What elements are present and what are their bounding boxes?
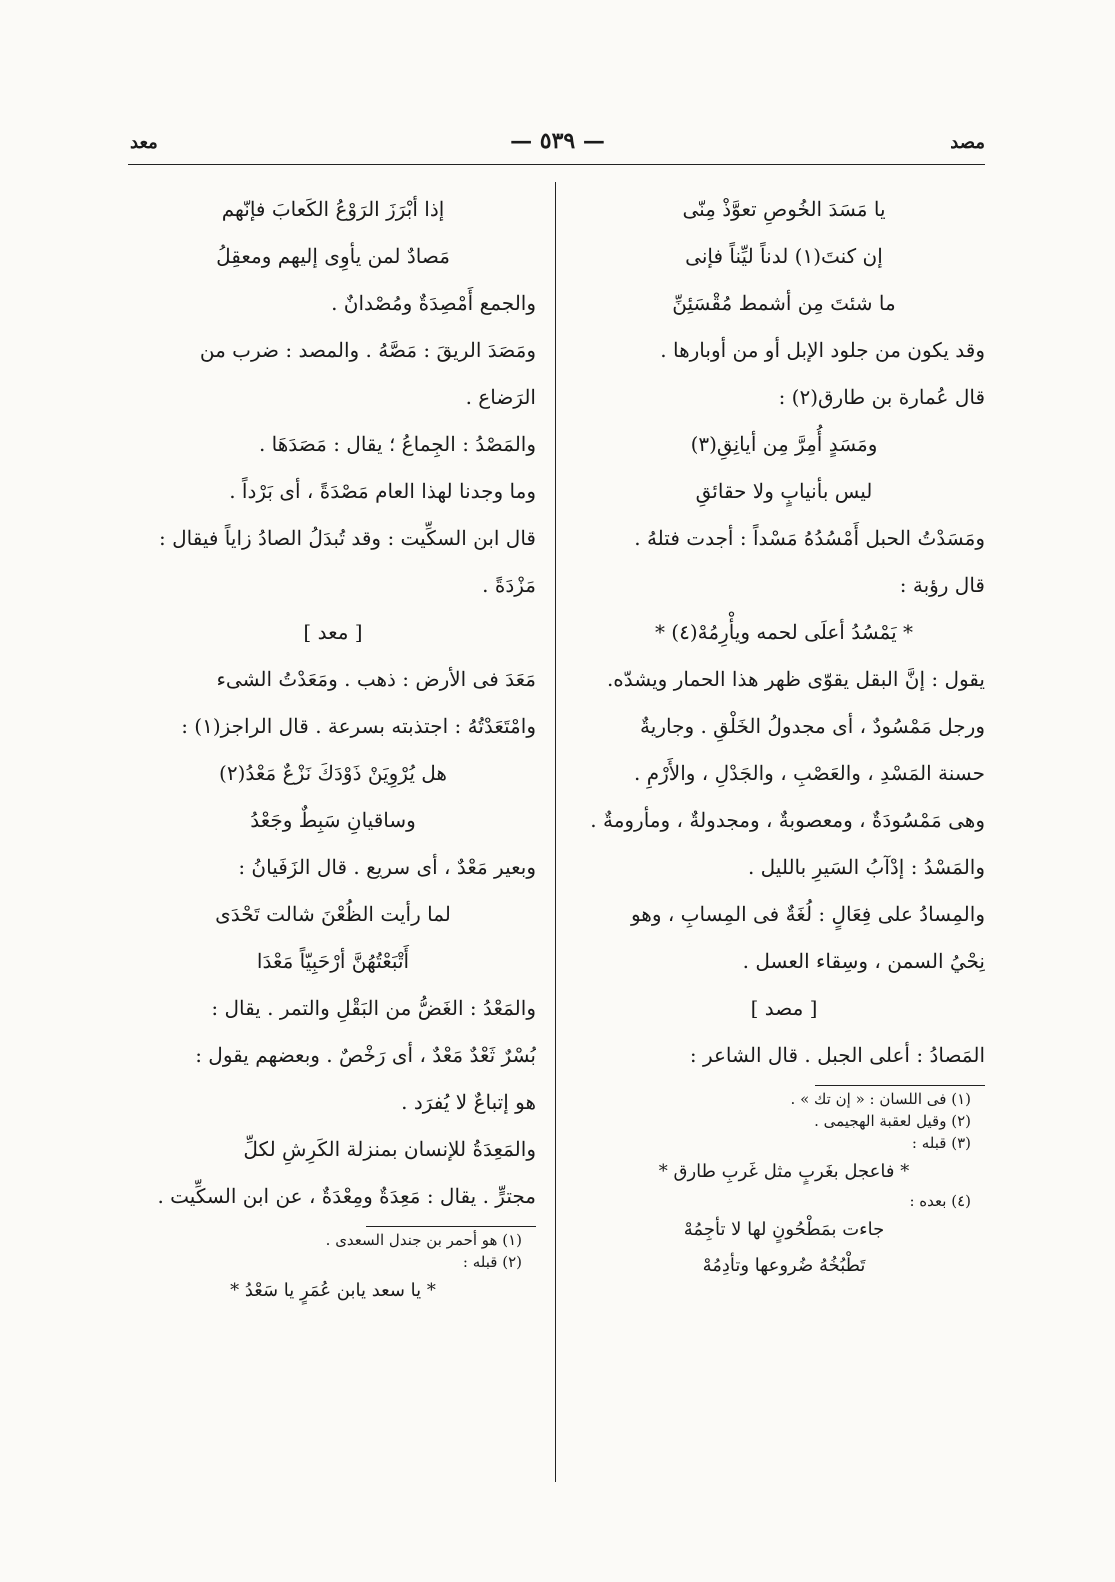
entry-heading: [ معد ] xyxy=(303,620,363,644)
text-line: والمِسادُ على فِعَالٍ : لُغَةٌ فى المِسابِ ، وهو xyxy=(630,902,985,926)
header-rule xyxy=(128,164,985,165)
left-column xyxy=(130,186,536,1309)
footnote-rule xyxy=(815,1085,985,1086)
footnote-verse: جاءت بمَطْحُونٍ لها لا تأجِمُهْ xyxy=(683,1219,885,1240)
text-line: قال رؤبة : xyxy=(899,573,985,597)
verse-line: ما شئتَ مِن أشمط مُقْسَئِنِّ xyxy=(672,291,896,315)
text-line: وامْتَعَدْتُهُ : اجتذبته بسرعة . قال الراجز(١) : xyxy=(181,714,536,738)
verse-line: * يَمْسُدُ أعلَى لحمه ويأْرِمُهْ(٤) * xyxy=(654,620,914,644)
text-line: المَصادُ : أعلى الجبل . قال الشاعر : xyxy=(689,1043,985,1067)
right-column xyxy=(583,186,985,1284)
footnote-verse: * يا سعد يابن عُمَرٍ يا سَعْدُ * xyxy=(230,1280,436,1301)
footnote: (٢) وقيل لعقبة الهجيمى . xyxy=(814,1112,971,1130)
verse-line: هل يُرْوِيَنْ ذَوْدَكَ نَزْعٌ مَعْدُ(٢) xyxy=(219,761,447,785)
text-line: وبعير مَعْدٌ ، أى سريع . قال الزَفَيانُ : xyxy=(238,855,536,879)
footnote: (١) فى اللسان : « إن تك » . xyxy=(790,1090,971,1108)
verse-line: أَتْبَعْتُهُنَّ أرْحَبِيّاً مَعْدَا xyxy=(256,949,410,973)
verse-line: إن كنتَ(١) لدناً ليِّناً فإنى xyxy=(685,244,883,268)
footnote: (٢) قبله : xyxy=(462,1253,522,1271)
text-line: مجترٍّ . يقال : مَعِدَةٌ ومِعْدَةٌ ، عن ابن السكِّيت . xyxy=(157,1184,536,1208)
page-header xyxy=(130,128,985,162)
text-line: والمَسْدُ : إدْآبُ السَيرِ بالليل . xyxy=(747,855,985,879)
text-line: والمَعْدُ : الغَضُّ من البَقْلِ والتمر . يقال : xyxy=(211,996,536,1020)
text-line: بُسْرٌ ثَعْدٌ مَعْدٌ ، أى رَخْصٌ . وبعضهم يقول : xyxy=(195,1043,536,1067)
text-line: وقد يكون من جلود الإبل أو من أوبارها . xyxy=(660,338,985,362)
footnote-verse: تَطْبُخُهُ ضُروعها وتأدِمُهْ xyxy=(702,1255,866,1276)
text-line: قال ابن السكِّيت : وقد تُبدَلُ الصادُ زاياً فيقال : xyxy=(159,526,536,550)
verse-line: وساقيانِ سَبِطٌ وجَعْدُ xyxy=(250,808,416,832)
text-line: والجمع أَمْصِدَةٌ ومُصْدانٌ . xyxy=(331,291,536,315)
footnote: (٤) بعده : xyxy=(909,1192,971,1210)
text-line: ومَسَدْتُ الحبل أَمْسُدُهُ مَسْداً : أجدت فتلهُ . xyxy=(634,526,985,550)
verse-line: يا مَسَدَ الخُوصِ تعوَّذْ مِنّى xyxy=(682,197,886,221)
verse-line: مَصادٌ لمن يأوِى إليهم ومعقِلُ xyxy=(216,244,450,268)
verse-line: ليس بأنيابٍ ولا حقائقِ xyxy=(695,479,873,503)
text-line: حسنة المَسْدِ ، والعَصْبِ ، والجَدْلِ ، والأَرْمِ . xyxy=(634,761,985,785)
verse-line: إذا أبْرَزَ الرَوْعُ الكَعابَ فإنّهم xyxy=(221,197,445,221)
header-right-entry: مصد xyxy=(950,132,985,153)
verse-line: ومَسَدٍ أُمِرَّ مِن أيانِقِ(٣) xyxy=(690,432,878,456)
footnote-rule xyxy=(366,1226,536,1227)
text-line: قال عُمارة بن طارق(٢) : xyxy=(778,385,985,409)
entry-heading: [ مصد ] xyxy=(750,996,818,1020)
text-line: هو إتباعٌ لا يُفرَد . xyxy=(401,1090,536,1114)
column-divider xyxy=(555,182,556,1482)
text-line: وما وجدنا لهذا العام مَصْدَةً ، أى بَرْداً . xyxy=(229,479,536,503)
verse-line: لما رأيت الظُعْنَ شالت تَحْدَى xyxy=(215,902,451,926)
footnote-verse: * فاعجل بغَربٍ مثل غَربِ طارق * xyxy=(658,1161,910,1182)
text-line: وهى مَمْسُودَةٌ ، ومعصوبةٌ ، ومجدولةٌ ، ومأرومةٌ . xyxy=(590,808,985,832)
footnote: (٣) قبله : xyxy=(911,1134,971,1152)
text-line: يقول : إنَّ البقل يقوّى ظهر هذا الحمار ويشدّه. xyxy=(606,667,985,691)
text-line: ورجل مَمْسُودٌ ، أى مجدولُ الخَلْقِ . وجاريةٌ xyxy=(640,714,985,738)
page-number: — ٥٣٩ — xyxy=(510,128,605,154)
text-line: نِحْيُ السمن ، وسِقاء العسل . xyxy=(742,949,985,973)
header-left-entry: معد xyxy=(130,132,158,153)
text-line: مَزْدَةً . xyxy=(482,573,536,597)
text-line: ومَصَدَ الريقَ : مَصَّهُ . والمصد : ضرب من xyxy=(199,338,536,362)
text-line: والمَصْدُ : الجِماعُ ؛ يقال : مَصَدَهَا . xyxy=(258,432,536,456)
text-line: الرَضاع . xyxy=(465,385,536,409)
text-line: مَعَدَ فى الأرض : ذهب . ومَعَدْتُ الشىء xyxy=(216,667,536,691)
text-line: والمَعِدَةُ للإنسان بمنزلة الكَرِشِ لكلِّ xyxy=(243,1137,536,1161)
footnote: (١) هو أحمر بن جندل السعدى . xyxy=(325,1231,522,1249)
